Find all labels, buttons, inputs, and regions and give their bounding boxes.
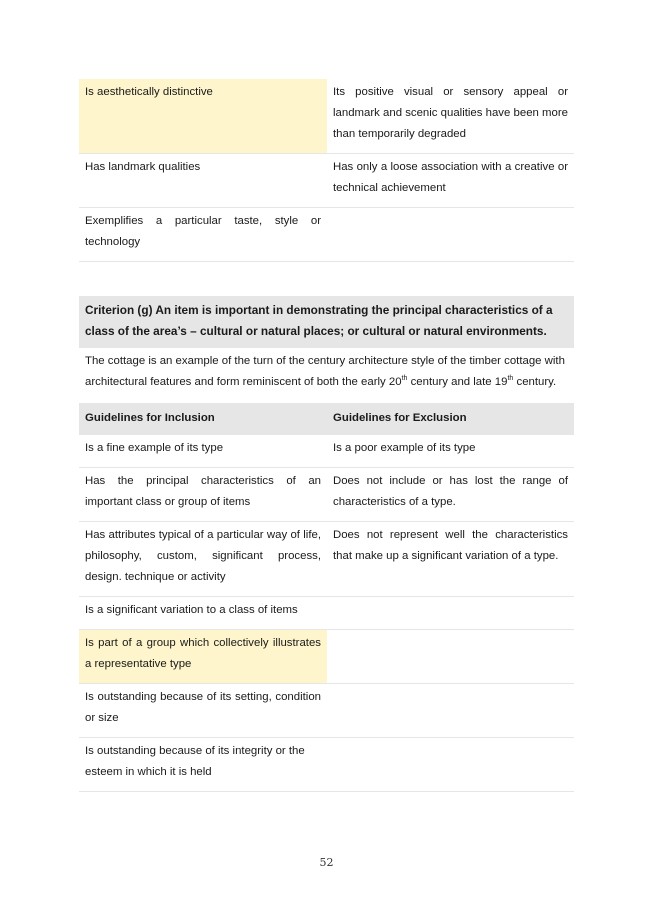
table-row — [79, 154, 574, 208]
exclusion-cell: Does not include or has lost the range of characteristics of a type. — [327, 468, 574, 522]
table-row — [79, 522, 574, 597]
exclusion-cell — [327, 684, 574, 738]
table-row — [79, 684, 574, 738]
description-text: century. — [513, 376, 557, 388]
inclusion-cell: Is outstanding because of its integrity or the esteem in which it is held — [79, 738, 327, 792]
table-row — [79, 468, 574, 522]
criterion-g-description — [79, 348, 574, 403]
inclusion-cell: Is aesthetically distinctive — [79, 79, 327, 154]
exclusion-cell: Is a poor example of its type — [327, 435, 574, 468]
criterion-f-guidelines-table — [79, 79, 574, 262]
superscript: th — [507, 375, 514, 383]
exclusion-cell — [327, 597, 574, 630]
header-exclusion: Guidelines for Exclusion — [327, 403, 574, 435]
exclusion-cell: Does not represent well the characteristics that make up a significant variation of a type. — [327, 522, 574, 597]
inclusion-cell: Is a fine example of its type — [79, 435, 327, 468]
table-row — [79, 597, 574, 630]
header-inclusion: Guidelines for Inclusion — [79, 403, 327, 435]
exclusion-cell: Its positive visual or sensory appeal or landmark and scenic qualities have been more than temporarily degraded — [327, 79, 574, 154]
exclusion-cell — [327, 208, 574, 262]
inclusion-cell: Is a significant variation to a class of items — [79, 597, 327, 630]
table-row — [79, 738, 574, 792]
exclusion-cell: Has only a loose association with a creative or technical achievement — [327, 154, 574, 208]
table-row — [79, 208, 574, 262]
description-text: The cottage is an example of the turn of the century architecture style of the timber cottage with architectural features and form reminiscent of both the early 20 — [85, 355, 565, 388]
page-number: 52 — [319, 856, 334, 869]
table-header-row — [79, 403, 574, 435]
table-row — [79, 435, 574, 468]
criterion-g-guidelines-table — [79, 403, 574, 792]
superscript: th — [401, 375, 408, 383]
description-text: century and late 19 — [407, 376, 508, 388]
criterion-g-heading: Criterion (g) An item is important in demonstrating the principal characteristics of a class of the area’s – cultural or natural places; or cultural or natural environments. — [79, 296, 574, 348]
inclusion-cell: Has the principal characteristics of an important class or group of items — [79, 468, 327, 522]
inclusion-cell: Has attributes typical of a particular way of life, philosophy, custom, significant process, design. technique or activity — [79, 522, 327, 597]
table-row — [79, 79, 574, 154]
inclusion-cell: Is part of a group which collectively illustrates a representative type — [79, 630, 327, 684]
table-row — [79, 630, 574, 684]
inclusion-cell: Has landmark qualities — [79, 154, 327, 208]
inclusion-cell: Is outstanding because of its setting, condition or size — [79, 684, 327, 738]
document-page — [79, 79, 574, 792]
exclusion-cell — [327, 738, 574, 792]
exclusion-cell — [327, 630, 574, 684]
inclusion-cell: Exemplifies a particular taste, style or technology — [79, 208, 327, 262]
